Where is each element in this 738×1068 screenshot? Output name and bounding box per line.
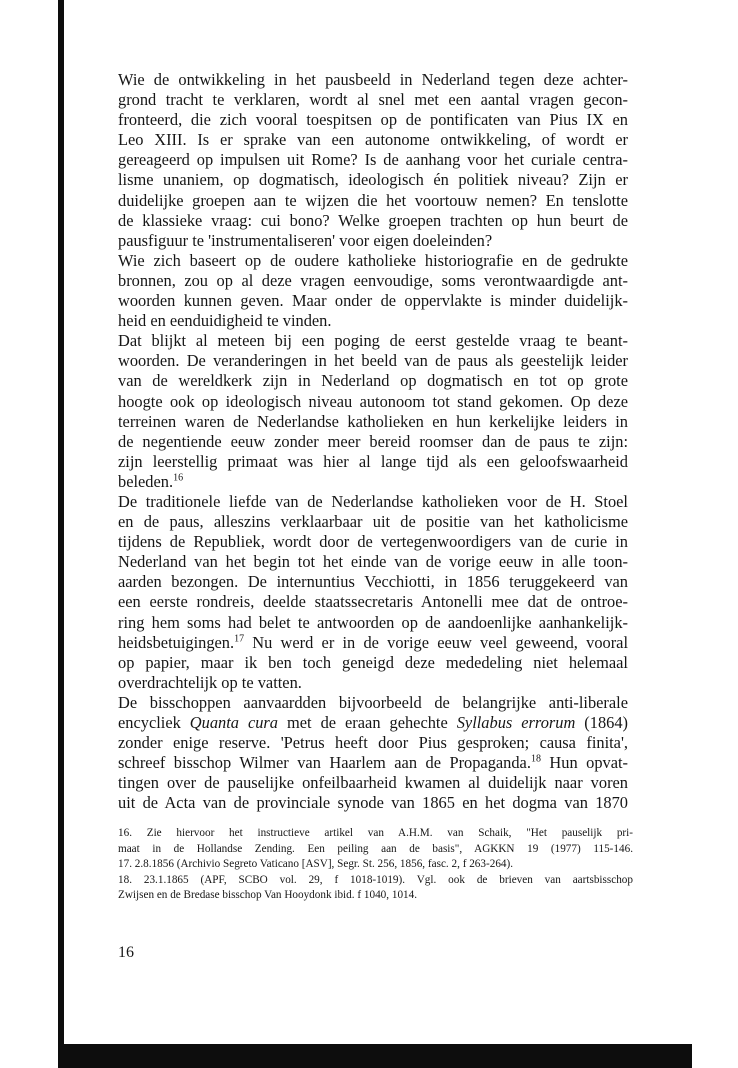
footnote-ref-16: 16 [173, 472, 184, 484]
text-line: lisme unaniem, op dogmatisch, ideologisch én politiek niveau? Zijn er [118, 170, 628, 190]
text-line: hoogte ook op ideologisch niveau autonoom tot stand gekomen. Op deze [118, 391, 628, 411]
footnotes [118, 826, 633, 904]
text-line: van de wereldkerk zijn in Nederland op dogmatisch en tot op grote [118, 371, 628, 391]
footnote-16 [118, 826, 633, 857]
text-line: Wie zich baseert op de oudere katholieke historiografie en de gedrukte [118, 250, 628, 270]
text-line: op papier, maar ik ben toch geneigd deze mededeling niet helemaal [118, 652, 628, 672]
text-line: Dat blijkt al meteen bij een poging de eerst gestelde vraag te beant- [118, 331, 628, 351]
text-line: encycliek Quanta cura met de eraan gehechte Syllabus errorum (1864) [118, 713, 628, 732]
text-line: overdrachtelijk op te vatten. [118, 672, 302, 692]
footnote-18 [118, 873, 633, 904]
text-line: De bisschoppen aanvaardden bijvoorbeeld de belangrijke anti-liberale [118, 692, 628, 712]
text-line: zijn leerstellig primaat was hier al lange tijd als een geloofswaarheid [118, 451, 628, 471]
text-fragment: beleden. [118, 471, 174, 491]
text-fragment: Hun opvat- [540, 753, 628, 773]
text-line: pausfiguur te 'instrumentaliseren' voor eigen doeleinden? [118, 230, 493, 250]
text-line: zonder enige reserve. 'Petrus heeft door Pius gesproken; causa finita', [118, 733, 628, 753]
italic-title: Syllabus errorum [456, 713, 576, 732]
footnote-ref-18: 18 [530, 753, 541, 765]
footnote-line: 16. Zie hiervoor het instructieve artikel van A.H.M. van Schaik, "Het pauselijk pri- [118, 827, 633, 839]
text-line [118, 753, 628, 773]
body-text [118, 70, 628, 813]
text-line: terreinen waren de Nederlandse katholieken en hun kerkelijke leiders in [118, 411, 628, 431]
footnote-line: 18. 23.1.1865 (APF, SCBO vol. 29, f 1018-1019). Vgl. ook de brieven van aartsbisschop [118, 873, 633, 886]
text-line: de negentiende eeuw zonder meer bereid roomser dan de paus te zijn: [118, 431, 628, 451]
footnote-line: Zwijsen en de Bredase bisschop Van Hooydonk ibid. f 1040, 1014. [118, 889, 418, 902]
text-line: en de paus, alleszins verklaarbaar uit de positie van het katholicisme [118, 512, 628, 532]
text-fragment: Nu werd er in de vorige eeuw veel geweend, vooral [244, 632, 628, 652]
text-line: heid en eenduidigheid te vinden. [118, 311, 332, 331]
text-line: tingen over de pauselijke onfeilbaarheid kwamen al duidelijk naar voren [118, 773, 628, 793]
text-line: een eerste rondreis, deelde staatssecretaris Antonelli mee dat de ontroe- [118, 592, 628, 612]
text-line: uit de Acta van de provinciale synode van 1865 en het dogma van 1870 [118, 793, 628, 813]
text-line: ring hem soms had belet te antwoorden op de aandoenlijke aanhankelijk- [118, 612, 628, 632]
paragraph-1 [118, 70, 628, 251]
text-line: bronnen, zou op al deze vragen eenvoudige, soms verontwaardigde ant- [118, 270, 628, 290]
text-line: fronteerd, die zich vooral toespitsen op de pontificaten van Pius IX en [118, 110, 628, 130]
text-line: duidelijke groepen aan te wijzen die het voortouw nemen? En tenslotte [118, 190, 628, 210]
paragraph-4 [118, 492, 628, 693]
paragraph-3 [118, 331, 628, 492]
text-line: de klassieke vraag: cui bono? Welke groepen trachten op hun beurt de [118, 210, 628, 230]
text-line: Leo XIII. Is er sprake van een autonome ontwikkeling, of wordt er [118, 130, 628, 150]
italic-title: Quanta cura [189, 713, 279, 732]
text-line: Wie de ontwikkeling in het pausbeeld in Nederland tegen deze achter- [118, 70, 628, 89]
text-fragment: heidsbetuigingen. [118, 632, 235, 652]
footnote-line: 17. 2.8.1856 (Archivio Segreto Vaticano [ASV], Segr. St. 256, 1856, fasc. 2, f 263-264). [118, 858, 514, 871]
page-number: 16 [118, 944, 134, 961]
text-line: tijdens de Republiek, wordt door de vertegenwoordigers van de curie in [118, 532, 628, 552]
scan-border-bottom [58, 1044, 692, 1068]
text-line: De traditionele liefde van de Nederlandse katholieken voor de H. Stoel [118, 491, 628, 511]
footnote-line: maat in de Hollandse Zending. Een peiling aan de basis", AGKKN 19 (1977) 115-146. [118, 842, 633, 855]
footnote-17 [118, 857, 633, 873]
text-line: grond tracht te verklaren, wordt al snel met een aantal vragen gecon- [118, 90, 628, 110]
text-fragment: schreef bisschop Wilmer van Haarlem aan de Propaganda. [118, 753, 531, 773]
text-line [118, 472, 628, 492]
text-line: gereageerd op impulsen uit Rome? Is de aanhang voor het curiale centra- [118, 150, 628, 170]
text-line: Nederland van het begin tot het einde van de vorige eeuw in alle toon- [118, 552, 628, 572]
text-line [118, 633, 628, 653]
scan-border-left [58, 0, 64, 1046]
paragraph-5 [118, 693, 628, 814]
text-line: woorden kunnen geven. Maar onder de oppervlakte is minder duidelijk- [118, 291, 628, 311]
footnote-ref-17: 17 [234, 633, 245, 645]
paragraph-2 [118, 251, 628, 331]
text-line: woorden. De veranderingen in het beeld van de paus als geestelijk leider [118, 351, 628, 371]
text-line: aarden bezongen. De internuntius Vecchiotti, in 1856 teruggekeerd van [118, 572, 628, 592]
